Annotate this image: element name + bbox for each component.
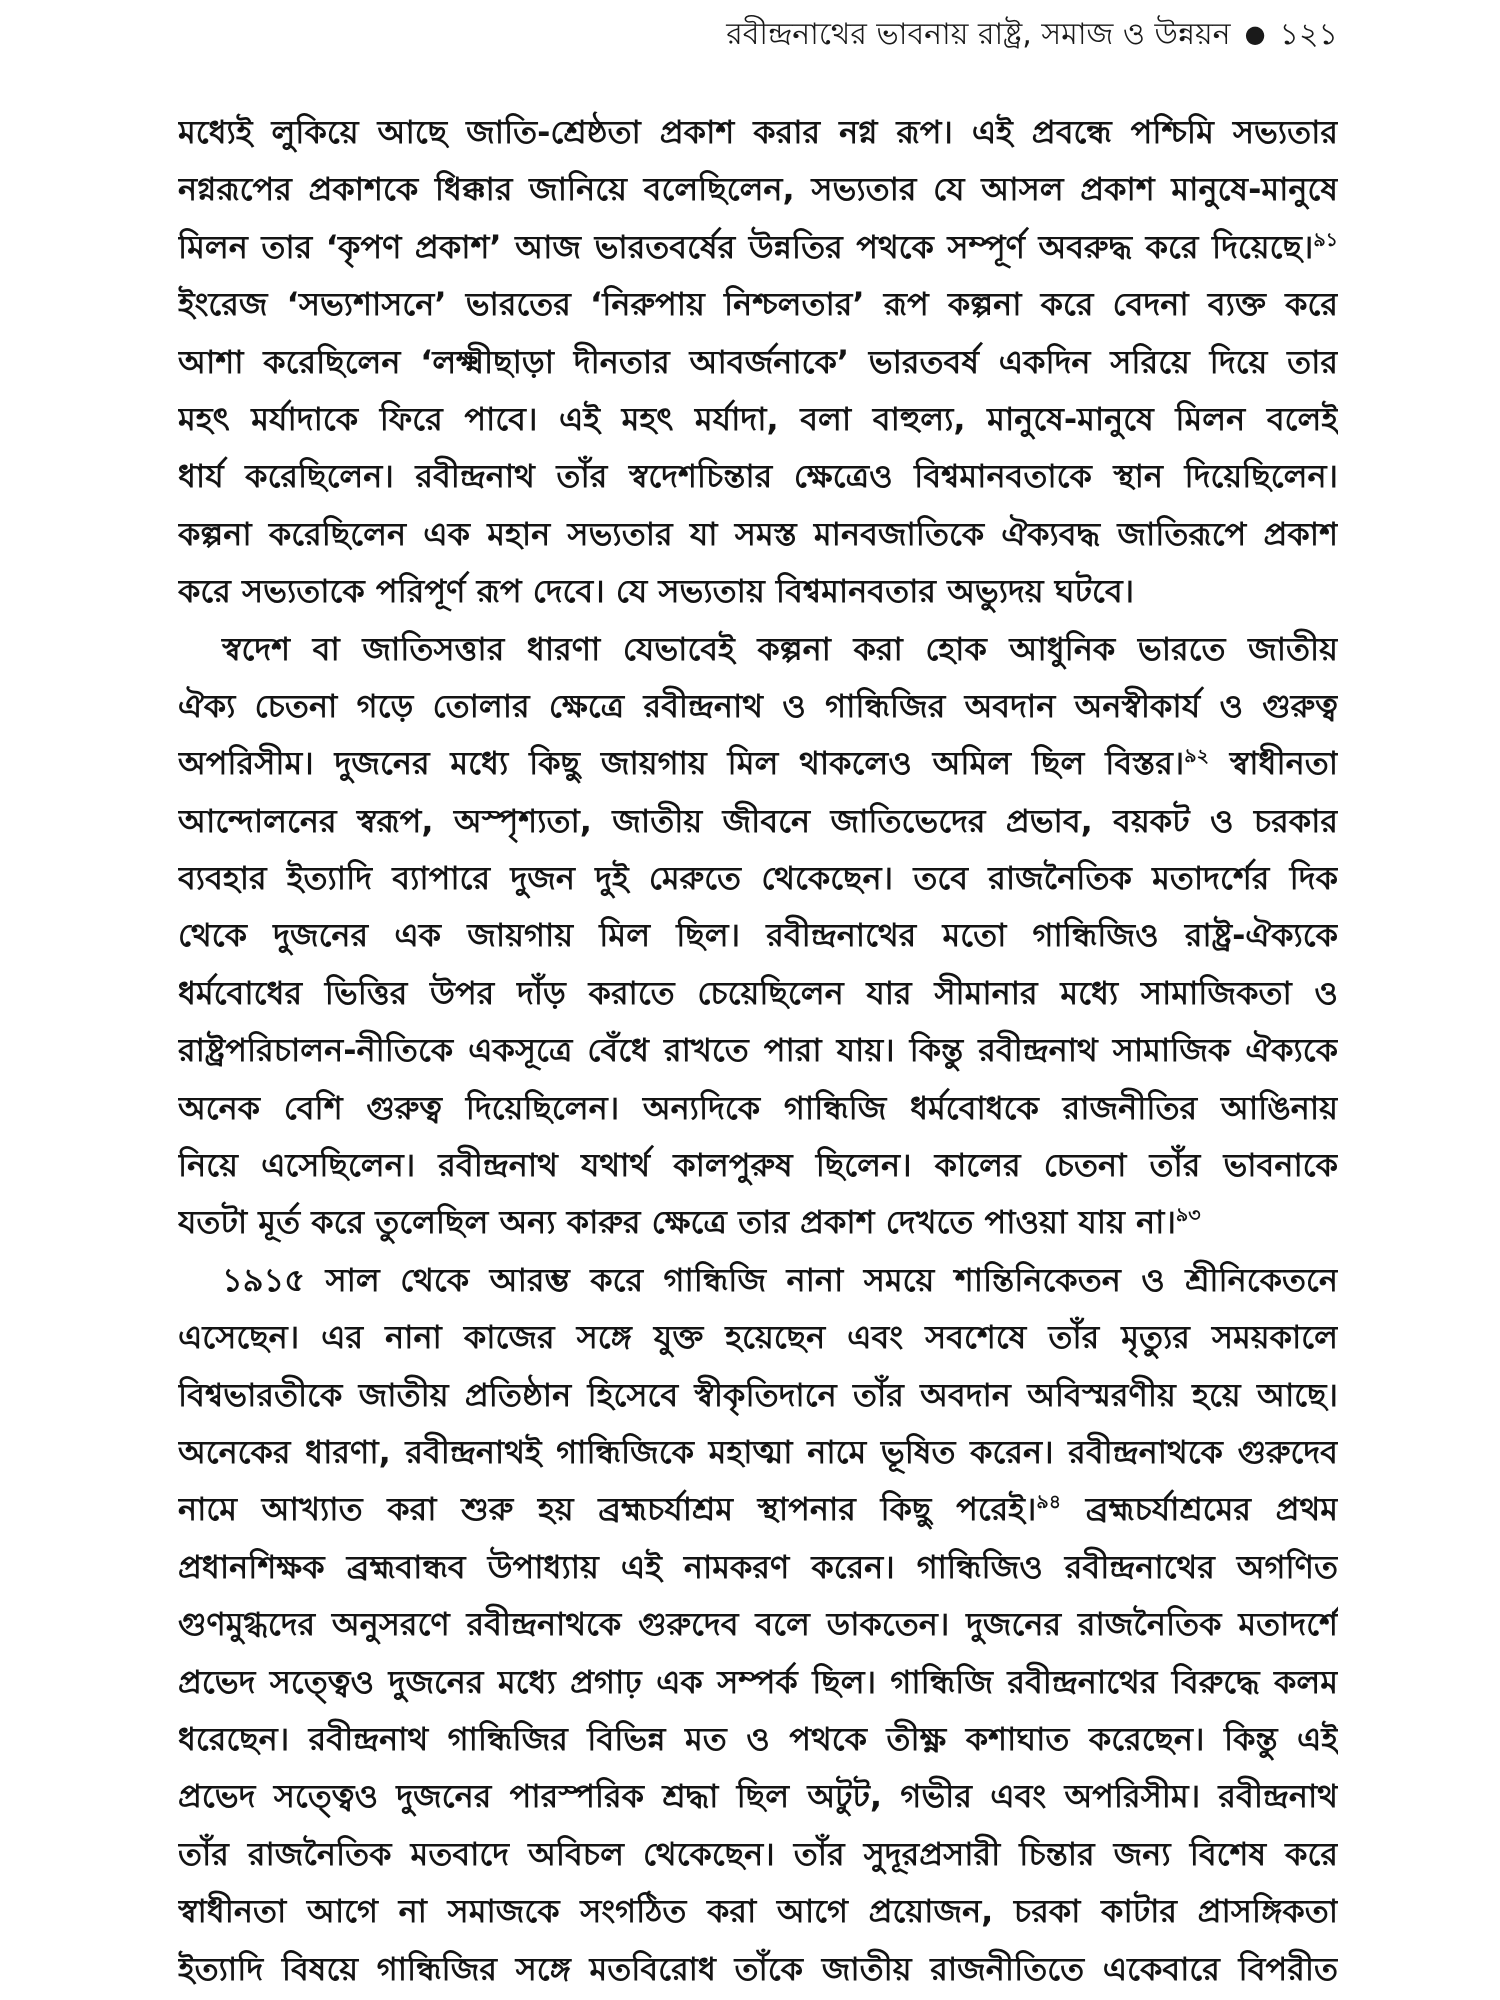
text-line	[178, 1596, 1338, 1653]
text-line	[178, 621, 1338, 678]
text-line	[178, 1367, 1338, 1424]
text-line-continuation: ব্রহ্মচর্যাশ্রমের প্রথম	[1061, 1490, 1338, 1529]
text-line-content: বিশ্বভারতীকে জাতীয় প্রতিষ্ঠান হিসেবে স্বীকৃতিদানে তাঁর অবদান অবিস্মরণীয় হয়ে আছে।	[178, 1375, 1338, 1414]
text-line-content: নগ্নরূপের প্রকাশকে ধিক্কার জানিয়ে বলেছিলেন, সভ্যতার যে আসল প্রকাশ মানুষে-মানুষে	[178, 170, 1338, 209]
text-line-content: কল্পনা করেছিলেন এক মহান সভ্যতার যা সমস্ত মানবজাতিকে ঐক্যবদ্ধ জাতিরূপে প্রকাশ	[178, 514, 1338, 553]
text-line-content: করে সভ্যতাকে পরিপূর্ণ রূপ দেবে। যে সভ্যতায় বিশ্বমানবতার অভ্যুদয় ঘটবে।	[178, 572, 1135, 611]
body-text	[178, 104, 1338, 1998]
text-line	[178, 1481, 1338, 1538]
text-line-content: নিয়ে এসেছিলেন। রবীন্দ্রনাথ যথার্থ কালপুরুষ ছিলেন। কালের চেতনা তাঁর ভাবনাকে	[178, 1146, 1338, 1185]
text-line	[178, 448, 1338, 505]
text-line	[178, 1022, 1338, 1079]
text-line-content: প্রধানশিক্ষক ব্রহ্মবান্ধব উপাধ্যায় এই নামকরণ করেন। গান্ধিজিও রবীন্দ্রনাথের অগণিত	[178, 1547, 1338, 1586]
footnote-marker: ৯৩	[1175, 1204, 1201, 1227]
text-line	[178, 1424, 1338, 1481]
text-line-content: ধার্য করেছিলেন। রবীন্দ্রনাথ তাঁর স্বদেশচিন্তার ক্ষেত্রেও বিশ্বমানবতাকে স্থান দিয়েছিলেন।	[178, 457, 1338, 496]
text-line-content: গুণমুগ্ধদের অনুসরণে রবীন্দ্রনাথকে গুরুদেব বলে ডাকতেন। দুজনের রাজনৈতিক মতাদর্শে	[178, 1605, 1338, 1644]
text-line	[178, 735, 1338, 792]
footnote-marker: ৯১	[1313, 228, 1338, 251]
text-line	[178, 1309, 1338, 1366]
text-line-content: তাঁর রাজনৈতিক মতবাদে অবিচল থেকেছেন। তাঁর সুদূরপ্রসারী চিন্তার জন্য বিশেষ করে	[178, 1834, 1338, 1873]
text-line-content: মধ্যেই লুকিয়ে আছে জাতি-শ্রেষ্ঠতা প্রকাশ করার নগ্ন রূপ। এই প্রবন্ধে পশ্চিমি সভ্যতার	[178, 113, 1338, 151]
text-line-content: এসেছেন। এর নানা কাজের সঙ্গে যুক্ত হয়েছেন এবং সবশেষে তাঁর মৃত্যুর সময়কালে	[178, 1318, 1338, 1357]
footnote-marker: ৯২	[1184, 745, 1209, 768]
text-line-continuation: স্বাধীনতা	[1208, 744, 1338, 783]
text-line-content: প্রভেদ সত্ত্বেও দুজনের পারস্পরিক শ্রদ্ধা ছিল অটুট, গভীর এবং অপরিসীম। রবীন্দ্রনাথ	[178, 1777, 1338, 1816]
text-line-content: থেকে দুজনের এক জায়গায় মিল ছিল। রবীন্দ্রনাথের মতো গান্ধিজিও রাষ্ট্র-ঐক্যকে	[178, 916, 1338, 955]
text-line	[178, 850, 1338, 907]
text-line-content: ইংরেজ ‘সভ্যশাসনে’ ভারতের ‘নিরুপায় নিশ্চলতার’ রূপ কল্পনা করে বেদনা ব্যক্ত করে	[178, 285, 1338, 324]
text-line	[178, 1654, 1338, 1711]
text-line-content: স্বদেশ বা জাতিসত্তার ধারণা যেভাবেই কল্পনা করা হোক আধুনিক ভারতে জাতীয়	[222, 629, 1338, 668]
text-line	[178, 276, 1338, 333]
text-line-content: আন্দোলনের স্বরূপ, অস্পৃশ্যতা, জাতীয় জীবনে জাতিভেদের প্রভাব, বয়কট ও চরকার	[178, 801, 1338, 840]
text-line	[178, 506, 1338, 563]
text-line	[178, 1252, 1338, 1309]
text-line	[178, 104, 1338, 161]
text-line-content: মহৎ মর্যাদাকে ফিরে পাবে। এই মহৎ মর্যাদা, বলা বাহুল্য, মানুষে-মানুষে মিলন বলেই	[178, 399, 1338, 438]
text-line-content: মিলন তার ‘কৃপণ প্রকাশ’ আজ ভারতবর্ষের উন্নতির পথকে সম্পূর্ণ অবরুদ্ধ করে দিয়েছে।	[178, 227, 1314, 266]
text-line-content: ইত্যাদি বিষয়ে গান্ধিজির সঙ্গে মতবিরোধ তাঁকে জাতীয় রাজনীতিতে একেবারে বিপরীত	[178, 1949, 1338, 1988]
text-line-content: প্রভেদ সত্ত্বেও দুজনের মধ্যে প্রগাঢ় এক সম্পর্ক ছিল। গান্ধিজি রবীন্দ্রনাথের বিরুদ্ধে কলম	[178, 1662, 1338, 1701]
text-line	[178, 391, 1338, 448]
running-header	[726, 14, 1338, 55]
text-line	[178, 907, 1338, 964]
text-line-content: স্বাধীনতা আগে না সমাজকে সংগঠিত করা আগে প্রয়োজন, চরকা কাটার প্রাসঙ্গিকতা	[178, 1892, 1338, 1931]
text-line	[178, 219, 1338, 276]
text-line-content: রাষ্ট্রপরিচালন-নীতিকে একসূত্রে বেঁধে রাখতে পারা যায়। কিন্তু রবীন্দ্রনাথ সামাজিক ঐক্যকে	[178, 1031, 1338, 1070]
text-line	[178, 1194, 1338, 1251]
text-line	[178, 678, 1338, 735]
text-line-content: যতটা মূর্ত করে তুলেছিল অন্য কারুর ক্ষেত্রে তার প্রকাশ দেখতে পাওয়া যায় না।	[178, 1203, 1176, 1242]
text-line	[178, 1941, 1338, 1998]
text-line	[178, 965, 1338, 1022]
text-line	[178, 1137, 1338, 1194]
text-line-content: অনেকের ধারণা, রবীন্দ্রনাথই গান্ধিজিকে মহাত্মা নামে ভূষিত করেন। রবীন্দ্রনাথকে গুরুদেব	[178, 1432, 1338, 1471]
text-line-content: ধরেছেন। রবীন্দ্রনাথ গান্ধিজির বিভিন্ন মত ও পথকে তীক্ষ্ণ কশাঘাত করেছেন। কিন্তু এই	[178, 1719, 1338, 1758]
text-line	[178, 1539, 1338, 1596]
text-line-content: ধর্মবোধের ভিত্তির উপর দাঁড় করাতে চেয়েছিলেন যার সীমানার মধ্যে সামাজিকতা ও	[178, 973, 1338, 1012]
text-line-content: অনেক বেশি গুরুত্ব দিয়েছিলেন। অন্যদিকে গান্ধিজি ধর্মবোধকে রাজনীতির আঙিনায়	[178, 1088, 1338, 1127]
bullet-icon: ●	[1244, 20, 1266, 48]
text-line	[178, 793, 1338, 850]
text-line	[178, 1711, 1338, 1768]
text-line	[178, 1080, 1338, 1137]
text-line	[178, 1883, 1338, 1940]
text-line	[178, 1826, 1338, 1883]
page-number: ১২১	[1279, 17, 1338, 52]
text-line-content: নামে আখ্যাত করা শুরু হয় ব্রহ্মচর্যাশ্রম স্থাপনার কিছু পরেই।	[178, 1490, 1037, 1529]
text-line	[178, 1768, 1338, 1825]
text-line	[178, 563, 1338, 620]
text-line	[178, 161, 1338, 218]
footnote-marker: ৯৪	[1036, 1491, 1062, 1514]
text-line-content: ব্যবহার ইত্যাদি ব্যাপারে দুজন দুই মেরুতে থেকেছেন। তবে রাজনৈতিক মতাদর্শের দিক	[178, 859, 1338, 898]
text-line	[178, 334, 1338, 391]
running-header-title: রবীন্দ্রনাথের ভাবনায় রাষ্ট্র, সমাজ ও উন্নয়ন	[726, 17, 1231, 52]
text-line-content: ১৯১৫ সাল থেকে আরম্ভ করে গান্ধিজি নানা সময়ে শান্তিনিকেতন ও শ্রীনিকেতনে	[222, 1260, 1338, 1299]
text-line-content: আশা করেছিলেন ‘লক্ষ্মীছাড়া দীনতার আবর্জনাকে’ ভারতবর্ষ একদিন সরিয়ে দিয়ে তার	[178, 342, 1338, 381]
text-line-content: অপরিসীম। দুজনের মধ্যে কিছু জায়গায় মিল থাকলেও অমিল ছিল বিস্তর।	[178, 744, 1185, 783]
text-line-content: ঐক্য চেতনা গড়ে তোলার ক্ষেত্রে রবীন্দ্রনাথ ও গান্ধিজির অবদান অনস্বীকার্য ও গুরুত্ব	[178, 686, 1338, 725]
